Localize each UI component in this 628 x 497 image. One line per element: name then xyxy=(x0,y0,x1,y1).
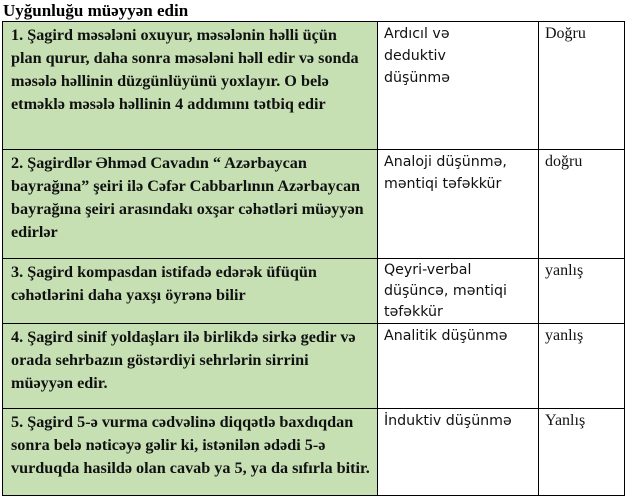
thinking-type-cell xyxy=(378,22,539,150)
answer-cell: Doğru xyxy=(539,22,625,150)
table-row xyxy=(3,409,625,496)
table-row xyxy=(3,324,625,409)
statement-cell: 4. Şagird sinif yoldaşları ilə birlikdə sirkə gedir və orada sehrbazın göstərdiyi sehrlərin sirrini müəyyən edir. xyxy=(3,324,378,409)
table-row xyxy=(3,259,625,324)
statement-cell: 2. Şagirdlər Əhməd Cavadın “ Azərbaycan bayrağına” şeiri ilə Cəfər Cabbarlının Azərbaycan bayrağına şeiri arasındakı oxşar cəhətləri müəyyən edirlər xyxy=(3,150,378,259)
thinking-type-cell xyxy=(378,259,539,324)
table-row xyxy=(3,150,625,259)
thinking-type-text: Analitik düşünmə xyxy=(384,328,508,344)
answer-cell: yanlış xyxy=(539,259,625,324)
thinking-type-cell xyxy=(378,324,539,409)
thinking-type-text: İnduktiv düşünmə xyxy=(384,413,512,429)
answer-cell: doğru xyxy=(539,150,625,259)
thinking-type-text: Qeyri-verbal düşüncə, məntiqi təfəkkür xyxy=(384,262,507,320)
thinking-type-text: Analoji düşünmə, məntiqi təfəkkür xyxy=(384,154,507,192)
matching-table xyxy=(2,21,625,496)
page-title: Uyğunluğu müəyyən edin xyxy=(3,1,189,20)
thinking-type-text: Ardıcıl və deduktiv düşünmə xyxy=(384,26,450,86)
thinking-type-cell xyxy=(378,409,539,496)
statement-cell: 1. Şagird məsələni oxuyur, məsələnin həlli üçün plan qurur, daha sonra məsələni həll edir və sonda məsələ həllinin düzgünlüyünü yoxlayır. O belə etməklə məsələ həllinin 4 addımını tətbiq edir xyxy=(3,22,378,150)
answer-cell: yanlış xyxy=(539,324,625,409)
statement-cell: 3. Şagird kompasdan istifadə edərək üfüqün cəhətlərini daha yaxşı öyrənə bilir xyxy=(3,259,378,324)
answer-cell: Yanlış xyxy=(539,409,625,496)
thinking-type-cell xyxy=(378,150,539,259)
statement-cell: 5. Şagird 5-ə vurma cədvəlinə diqqətlə baxdıqdan sonra belə nəticəyə gəlir ki, istənilən ədədi 5-ə vurduqda hasildə olan cavab ya 5, ya da sıfırla bitir. xyxy=(3,409,378,496)
table-row xyxy=(3,22,625,150)
